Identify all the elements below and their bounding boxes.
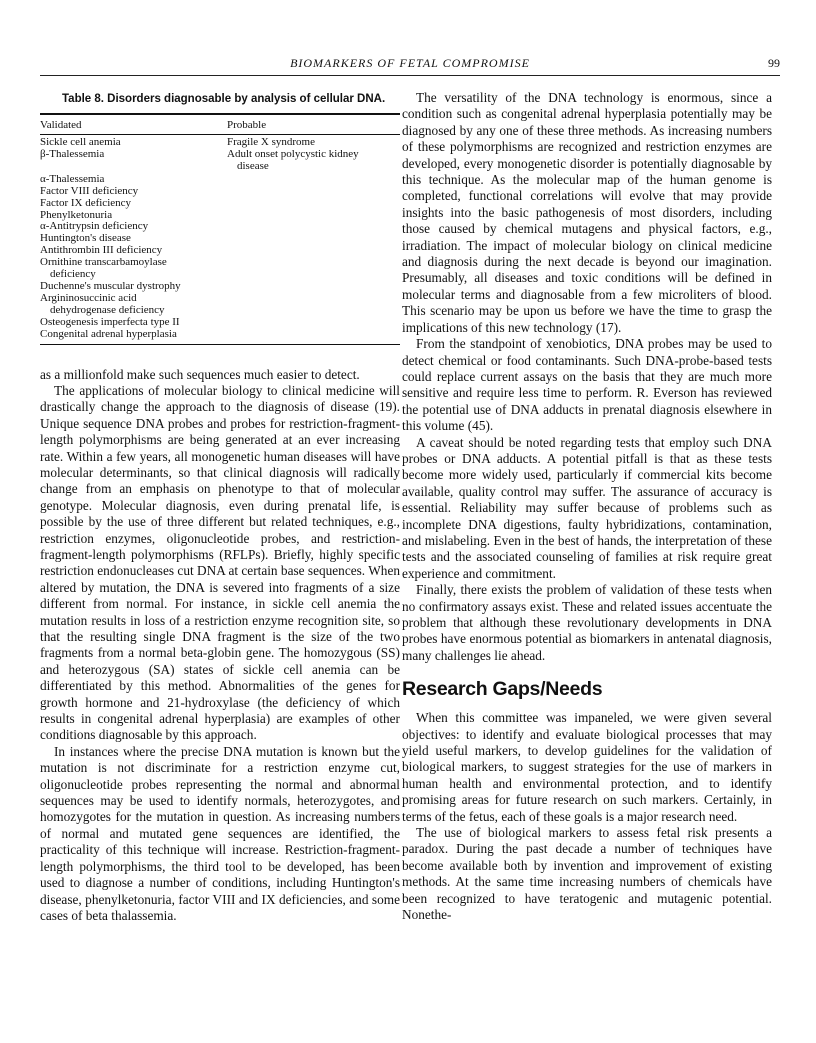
validated-list — [40, 137, 227, 341]
paragraph: When this committee was impaneled, we were given several objectives: to identify and evaluate biological processes that may yield useful markers, to develop guidelines for the validation of biological markers, to suggest strategies for the use of markers in human health and environmental protection, and to identify promising areas for future research on such markers. Certainly, in terms of the fetus, each of these goals is a major research need. — [402, 710, 772, 824]
table-header-validated: Validated — [40, 119, 82, 131]
table-header-probable: Probable — [227, 119, 267, 131]
paragraph: Finally, there exists the problem of validation of these tests when no confirmatory assays exist. These and related issues accentuate the problem that although these revolutionary developments in DNA probes have enormous potential as biomarkers in antenatal diagnosis, many challenges lie ahead. — [402, 582, 772, 663]
table-caption: Table 8. Disorders diagnosable by analysis of cellular DNA. — [62, 93, 386, 105]
paragraph: The versatility of the DNA technology is enormous, since a condition such as congenital adrenal hyperplasia potentially may be diagnosed by any one of these three methods. As increasing numbers of these polymorphisms are recognized and restriction enzymes are developed, every monogenetic disorder is potentially diagnosable by this technique. As the molecular map of the human genome is completed, functional correlations will evolve that may provide insights into the basic pathogenesis of most disorders, including those caused by chemical mutagens and physical factors, e.g., irradiation. The impact of molecular biology on clinical medicine and diagnosis during the next decade is beyond our imagination. Presumably, all diseases and toxic conditions will be defined in molecular terms and diagnosable from a few microliters of blood. This scenario may be upon us before we have the time to grasp the implications of this new technology (17). — [402, 90, 772, 335]
paragraph: A caveat should be noted regarding tests that employ such DNA probes or DNA adducts. A potential pitfall is that as these tests become more widely used, particularly if commercial kits become available, quality control may suffer. The assurance of accuracy is essential. Reliability may suffer because of problems such as incomplete DNA digestions, faulty hybridizations, contamination, and mislabeling. Even in the best of hands, the interpretation of these tests and the associated counseling of families at risk require great experience and commitment. — [402, 434, 772, 581]
left-column — [40, 90, 400, 924]
paragraph: In instances where the precise DNA mutation is known but the mutation is not discriminate for a restriction enzyme cut, oligonucleotide probes representing the normal and abnormal sequences may be used to identify normals, heterozygotes, and homozygotes for the mutation in question. As increasing numbers of normal and mutated gene sequences are identified, the practicality of this technique will increase. Restriction-fragment-length polymorphisms, the third tool to be developed, has been used to diagnose a number of conditions, including Huntington's disease, phenylketonuria, factor VIII and IX deficiencies, and some cases of beta thalassemia. — [40, 743, 400, 923]
table-body — [40, 135, 400, 344]
table-cell: Argininosuccinic acid — [40, 291, 137, 304]
table-cell: Duchenne's muscular dystrophy — [40, 279, 181, 292]
table-cell: Fragile X syndrome — [227, 136, 315, 148]
table-cell: Osteogenesis imperfecta type II — [40, 315, 180, 328]
header-rule — [40, 75, 780, 76]
left-body-text — [40, 367, 400, 925]
table-cell: Factor VIII deficiency — [40, 184, 139, 197]
table-cell: Ornithine transcarbamoylase — [40, 256, 167, 269]
table-cell: disease — [237, 159, 269, 172]
table-cell: Adult onset polycystic kidney — [227, 147, 359, 160]
paragraph: The use of biological markers to assess fetal risk presents a paradox. During the past decade a number of techniques have become available both by invention and improvement of existing methods. At the same time increasing numbers of chemicals have been recognized to have teratogenic and mutagenic potential. Nonethe- — [402, 825, 772, 923]
table-cell: Congenital adrenal hyperplasia — [40, 327, 177, 340]
page-number: 99 — [768, 56, 780, 70]
running-title: BIOMARKERS OF FETAL COMPROMISE — [290, 56, 530, 70]
table-bottom-rule — [40, 344, 400, 345]
paragraph: From the standpoint of xenobiotics, DNA probes may be used to detect chemical or food contaminants. Such DNA-probe-based tests could replace current assays on the basis that they are much more sensitive and require less time to perform. R. Everson has reviewed the potential use of DNA adducts in prenatal diagnosis elsewhere in this volume (45). — [402, 336, 772, 434]
table-cell: Antithrombin III deficiency — [40, 244, 163, 257]
probable-list — [227, 137, 400, 341]
paragraph: The applications of molecular biology to clinical medicine will drastically change the approach to the diagnosis of disease (19). Unique sequence DNA probes and probes for restriction-fragment-length polymorphisms are being generated at an ever increasing rate. Within a few years, all monogenetic human diseases will have molecular determinants, so that clinical diagnosis will radically change from an emphasis on phenotype to that of molecular genotype. Molecular diagnosis, even during prenatal life, is possible by the use of three different but related techniques, e.g., restriction enzymes, oligonucleotide probes, and restriction-fragment-length polymorphisms (RFLPs). Briefly, highly specific restriction endonucleases cut DNA at certain base sequences. When altered by mutation, the DNA is severed into fragments of a size different from normal. For instance, in sickle cell anemia the mutation results in loss of a restriction enzyme recognition site, so that the resulting single DNA fragment is the size of the two fragments from a normal beta-globin gene. The homozygous (SS) and heterozygous (SA) states of sickle cell anemia can be differentiated by this method. Abnormalities of the genes for growth hormone and 21-hydroxylase (the deficiency of which results in congenital adrenal hyperplasia) are examples of other conditions diagnosable by this approach. — [40, 382, 400, 743]
section-heading: Research Gaps/Needs — [402, 678, 603, 701]
table-cell: Phenylketonuria — [40, 208, 113, 221]
table-cell: Sickle cell anemia — [40, 136, 121, 148]
table-cell: β-Thalessemia — [40, 147, 105, 160]
table-cell: Factor IX deficiency — [40, 196, 132, 209]
table-header — [40, 115, 400, 134]
table-cell: α-Antitrypsin deficiency — [40, 220, 149, 233]
table-cell: deficiency — [50, 268, 96, 281]
table-cell: α-Thalessemia — [40, 172, 105, 185]
paragraph: as a millionfold make such sequences much easier to detect. — [40, 366, 360, 382]
table-cell: dehydrogenase deficiency — [50, 303, 165, 316]
table-cell: Huntington's disease — [40, 232, 131, 245]
right-column — [402, 90, 772, 924]
